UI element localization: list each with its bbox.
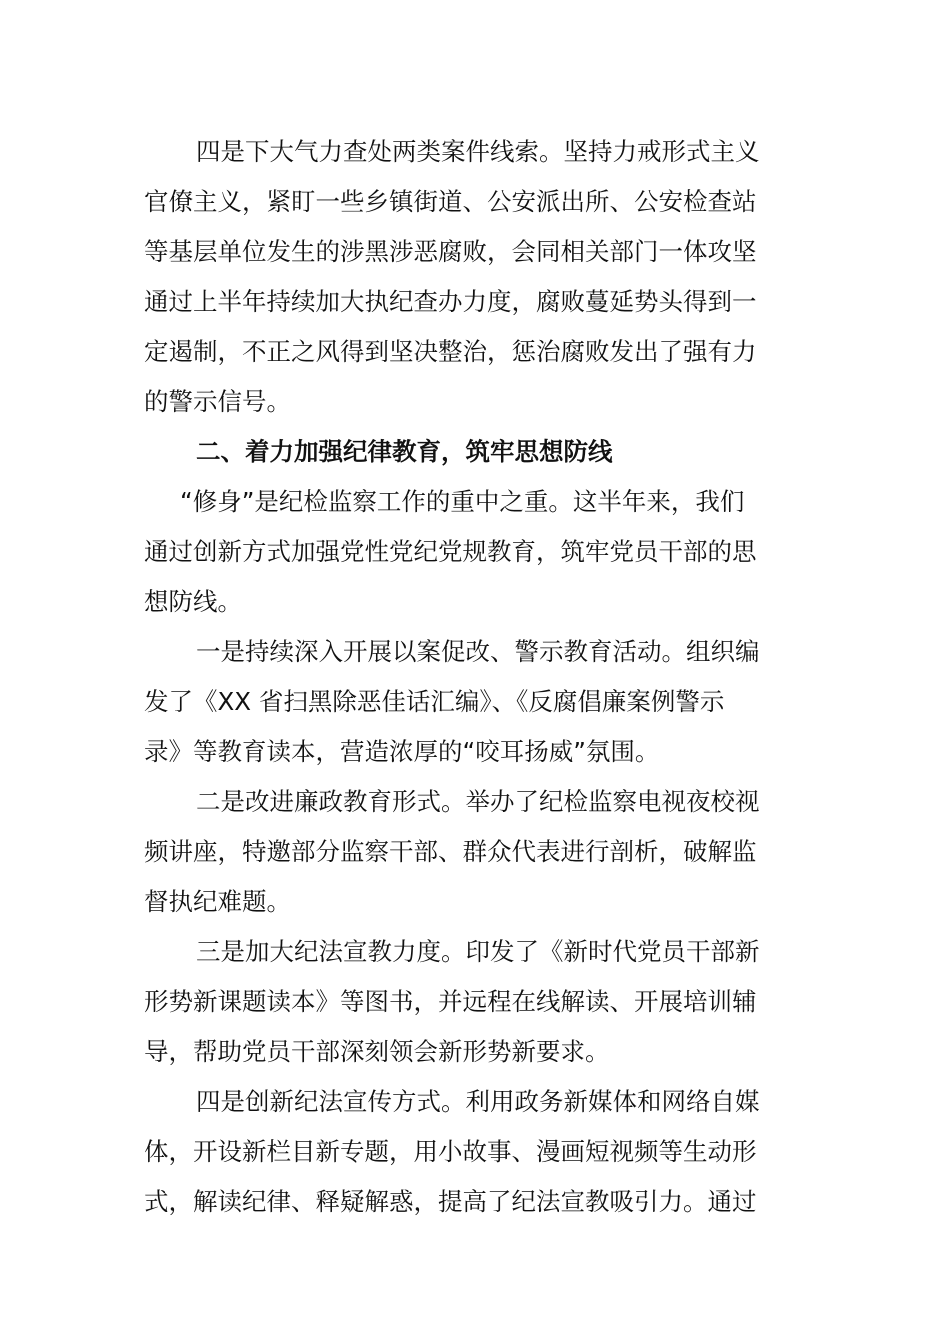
paragraph-law-publicity <box>144 927 808 1077</box>
text-line: 形势新课题读本》等图书，并远程在线解读、开展培训辅 <box>144 987 757 1016</box>
text-line: 体，开设新栏目新专题，用小故事、漫画短视频等生动形 <box>144 1137 757 1166</box>
text-line: 想防线。 <box>144 587 242 616</box>
text-line: 通过上半年持续加大执纪查办力度，腐败蔓延势头得到一 <box>144 287 757 316</box>
document-body <box>144 127 808 1227</box>
text-line: 式，解读纪律、释疑解惑，提高了纪法宣教吸引力。通过 <box>144 1187 757 1216</box>
paragraph-warning-education <box>144 627 808 777</box>
text-line: 一是持续深入开展以案促改、警示教育活动。组织编 <box>196 637 760 666</box>
paragraph-education-form <box>144 777 808 927</box>
text-line: 二是改进廉政教育形式。举办了纪检监察电视夜校视 <box>196 787 760 816</box>
text-line: 四是创新纪法宣传方式。利用政务新媒体和网络自媒 <box>196 1087 760 1116</box>
text-line: 督执纪难题。 <box>144 887 291 916</box>
text-line: 频讲座，特邀部分监察干部、群众代表进行剖析，破解监 <box>144 837 757 866</box>
text-line: 三是加大纪法宣教力度。印发了《新时代党员干部新 <box>196 937 760 966</box>
text-line: 发了《XX 省扫黑除恶佳话汇编》、《反腐倡廉案例警示 <box>144 687 725 716</box>
text-line: 的警示信号。 <box>144 387 291 416</box>
text-line: “修身”是纪检监察工作的重中之重。这半年来，我们 <box>180 487 745 516</box>
paragraph-publicity-innovation <box>144 1077 808 1227</box>
text-line: 等基层单位发生的涉黑涉恶腐败，会同相关部门一体攻坚 <box>144 237 757 266</box>
heading-text: 二、着力加强纪律教育，筑牢思想防线 <box>196 437 613 466</box>
text-line: 四是下大气力查处两类案件线索。坚持力戒形式主义 <box>196 137 760 166</box>
text-line: 通过创新方式加强党性党纪党规教育，筑牢党员干部的思 <box>144 537 757 566</box>
text-line: 导，帮助党员干部深刻领会新形势新要求。 <box>144 1037 610 1066</box>
text-line: 定遏制，不正之风得到坚决整治，惩治腐败发出了强有力 <box>144 337 757 366</box>
text-line: 官僚主义，紧盯一些乡镇街道、公安派出所、公安检查站 <box>144 187 757 216</box>
section-heading <box>144 427 808 477</box>
text-line: 录》等教育读本，营造浓厚的“咬耳扬威”氛围。 <box>144 737 660 766</box>
paragraph-self-cultivation <box>144 477 808 627</box>
paragraph-case-investigation <box>144 127 808 427</box>
